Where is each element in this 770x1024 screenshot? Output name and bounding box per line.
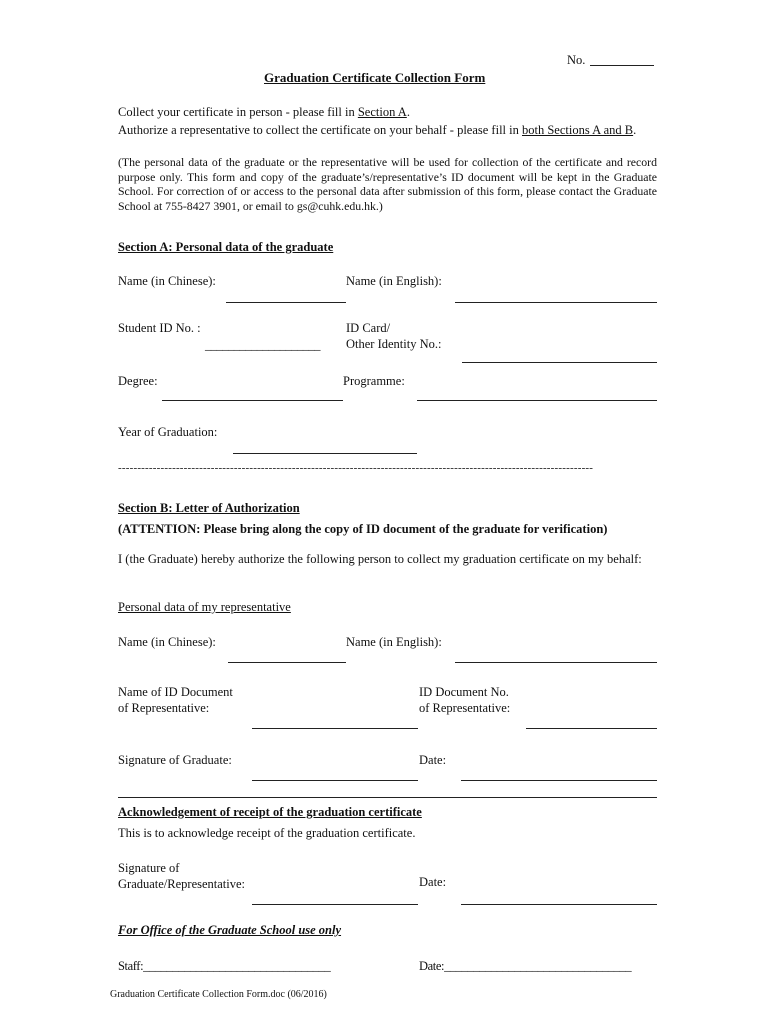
graduate-name-chinese-field[interactable] [226,302,346,303]
staff-field[interactable]: Staff:________________________________ [118,959,331,973]
id-card-label-line1: ID Card/ [346,321,391,335]
graduate-signature-field[interactable] [252,780,418,781]
form-number-field[interactable] [590,65,654,66]
graduate-signature-label: Signature of Graduate: [118,753,232,767]
rep-id-document-no-label-line2: of Representative: [419,701,511,715]
intro-line-1-end: . [406,105,410,119]
graduate-name-chinese-label: Name (in Chinese): [118,274,216,288]
form-number-label: No. [567,53,586,67]
student-id-field[interactable]: ____________________ [205,338,320,352]
receipt-signature-field[interactable] [252,904,418,905]
intro-section-a-link: Section A [357,105,407,119]
year-of-graduation-field[interactable] [233,453,417,454]
receipt-signature-label-line1: Signature of [118,861,180,875]
graduate-name-english-label: Name (in English): [346,274,442,288]
rep-name-english-label: Name (in English): [346,635,442,649]
acknowledgement-heading: Acknowledgement of receipt of the graduation certificate [118,805,422,819]
rep-id-document-name-field[interactable] [252,728,418,729]
rep-id-document-no-label-line1: ID Document No. [419,685,509,699]
degree-label: Degree: [118,374,158,388]
intro-line-2-end: . [633,123,637,137]
rep-id-document-name-label-line1: Name of ID Document [118,685,233,699]
year-of-graduation-label: Year of Graduation: [118,425,218,439]
degree-field[interactable] [162,400,343,401]
intro-line-1-text: Collect your certificate in person - please fill in [118,105,358,119]
graduate-name-english-field[interactable] [455,302,657,303]
programme-label: Programme: [343,374,405,388]
receipt-date-label: Date: [419,875,447,889]
intro-line-2 [118,122,636,138]
form-title: Graduation Certificate Collection Form [264,70,486,85]
office-date-field[interactable]: Date:________________________________ [419,959,632,973]
section-a-heading: Section A: Personal data of the graduate [118,240,334,254]
rep-name-chinese-field[interactable] [228,662,346,663]
rep-name-chinese-label: Name (in Chinese): [118,635,216,649]
footer-filename: Graduation Certificate Collection Form.doc (06/2016) [110,989,327,1000]
id-card-label-line2: Other Identity No.: [346,337,442,351]
programme-field[interactable] [417,400,657,401]
representative-heading: Personal data of my representative [118,600,291,614]
office-use-heading: For Office of the Graduate School use only [118,923,342,937]
intro-sections-ab-link: both Sections A and B [522,123,634,137]
authorization-date-label: Date: [419,753,447,767]
attention-note: (ATTENTION: Please bring along the copy of ID document of the graduate for verification) [118,522,608,536]
id-card-field[interactable] [462,362,657,363]
privacy-notice: (The personal data of the graduate or the representative will be used for collection of the certificate and record purpose only. This form and copy of the graduate’s/representative’s ID document will be kept in the Graduate School. For correction of or access to the personal data after submission of this form, please contact the Graduate School at 755-8427 3901, or email to gs@cuhk.edu.hk.) [118,155,657,213]
section-b-heading: Section B: Letter of Authorization [118,501,300,515]
acknowledgement-text: This is to acknowledge receipt of the graduation certificate. [118,826,416,840]
section-divider: --------------------------------------------------------------------------------------------------------------------------- [118,462,594,474]
student-id-label: Student ID No. : [118,321,201,335]
rep-id-document-no-field[interactable] [526,728,657,729]
intro-line-1 [118,104,410,120]
receipt-signature-label-line2: Graduate/Representative: [118,877,246,891]
authorization-date-field[interactable] [461,780,657,781]
section-separator-line [118,797,657,798]
rep-id-document-name-label-line2: of Representative: [118,701,210,715]
receipt-date-field[interactable] [461,904,657,905]
rep-name-english-field[interactable] [455,662,657,663]
authorization-statement: I (the Graduate) hereby authorize the following person to collect my graduation certificate on my behalf: [118,552,642,566]
intro-line-2-text: Authorize a representative to collect the certificate on your behalf - please fill in [118,123,522,137]
